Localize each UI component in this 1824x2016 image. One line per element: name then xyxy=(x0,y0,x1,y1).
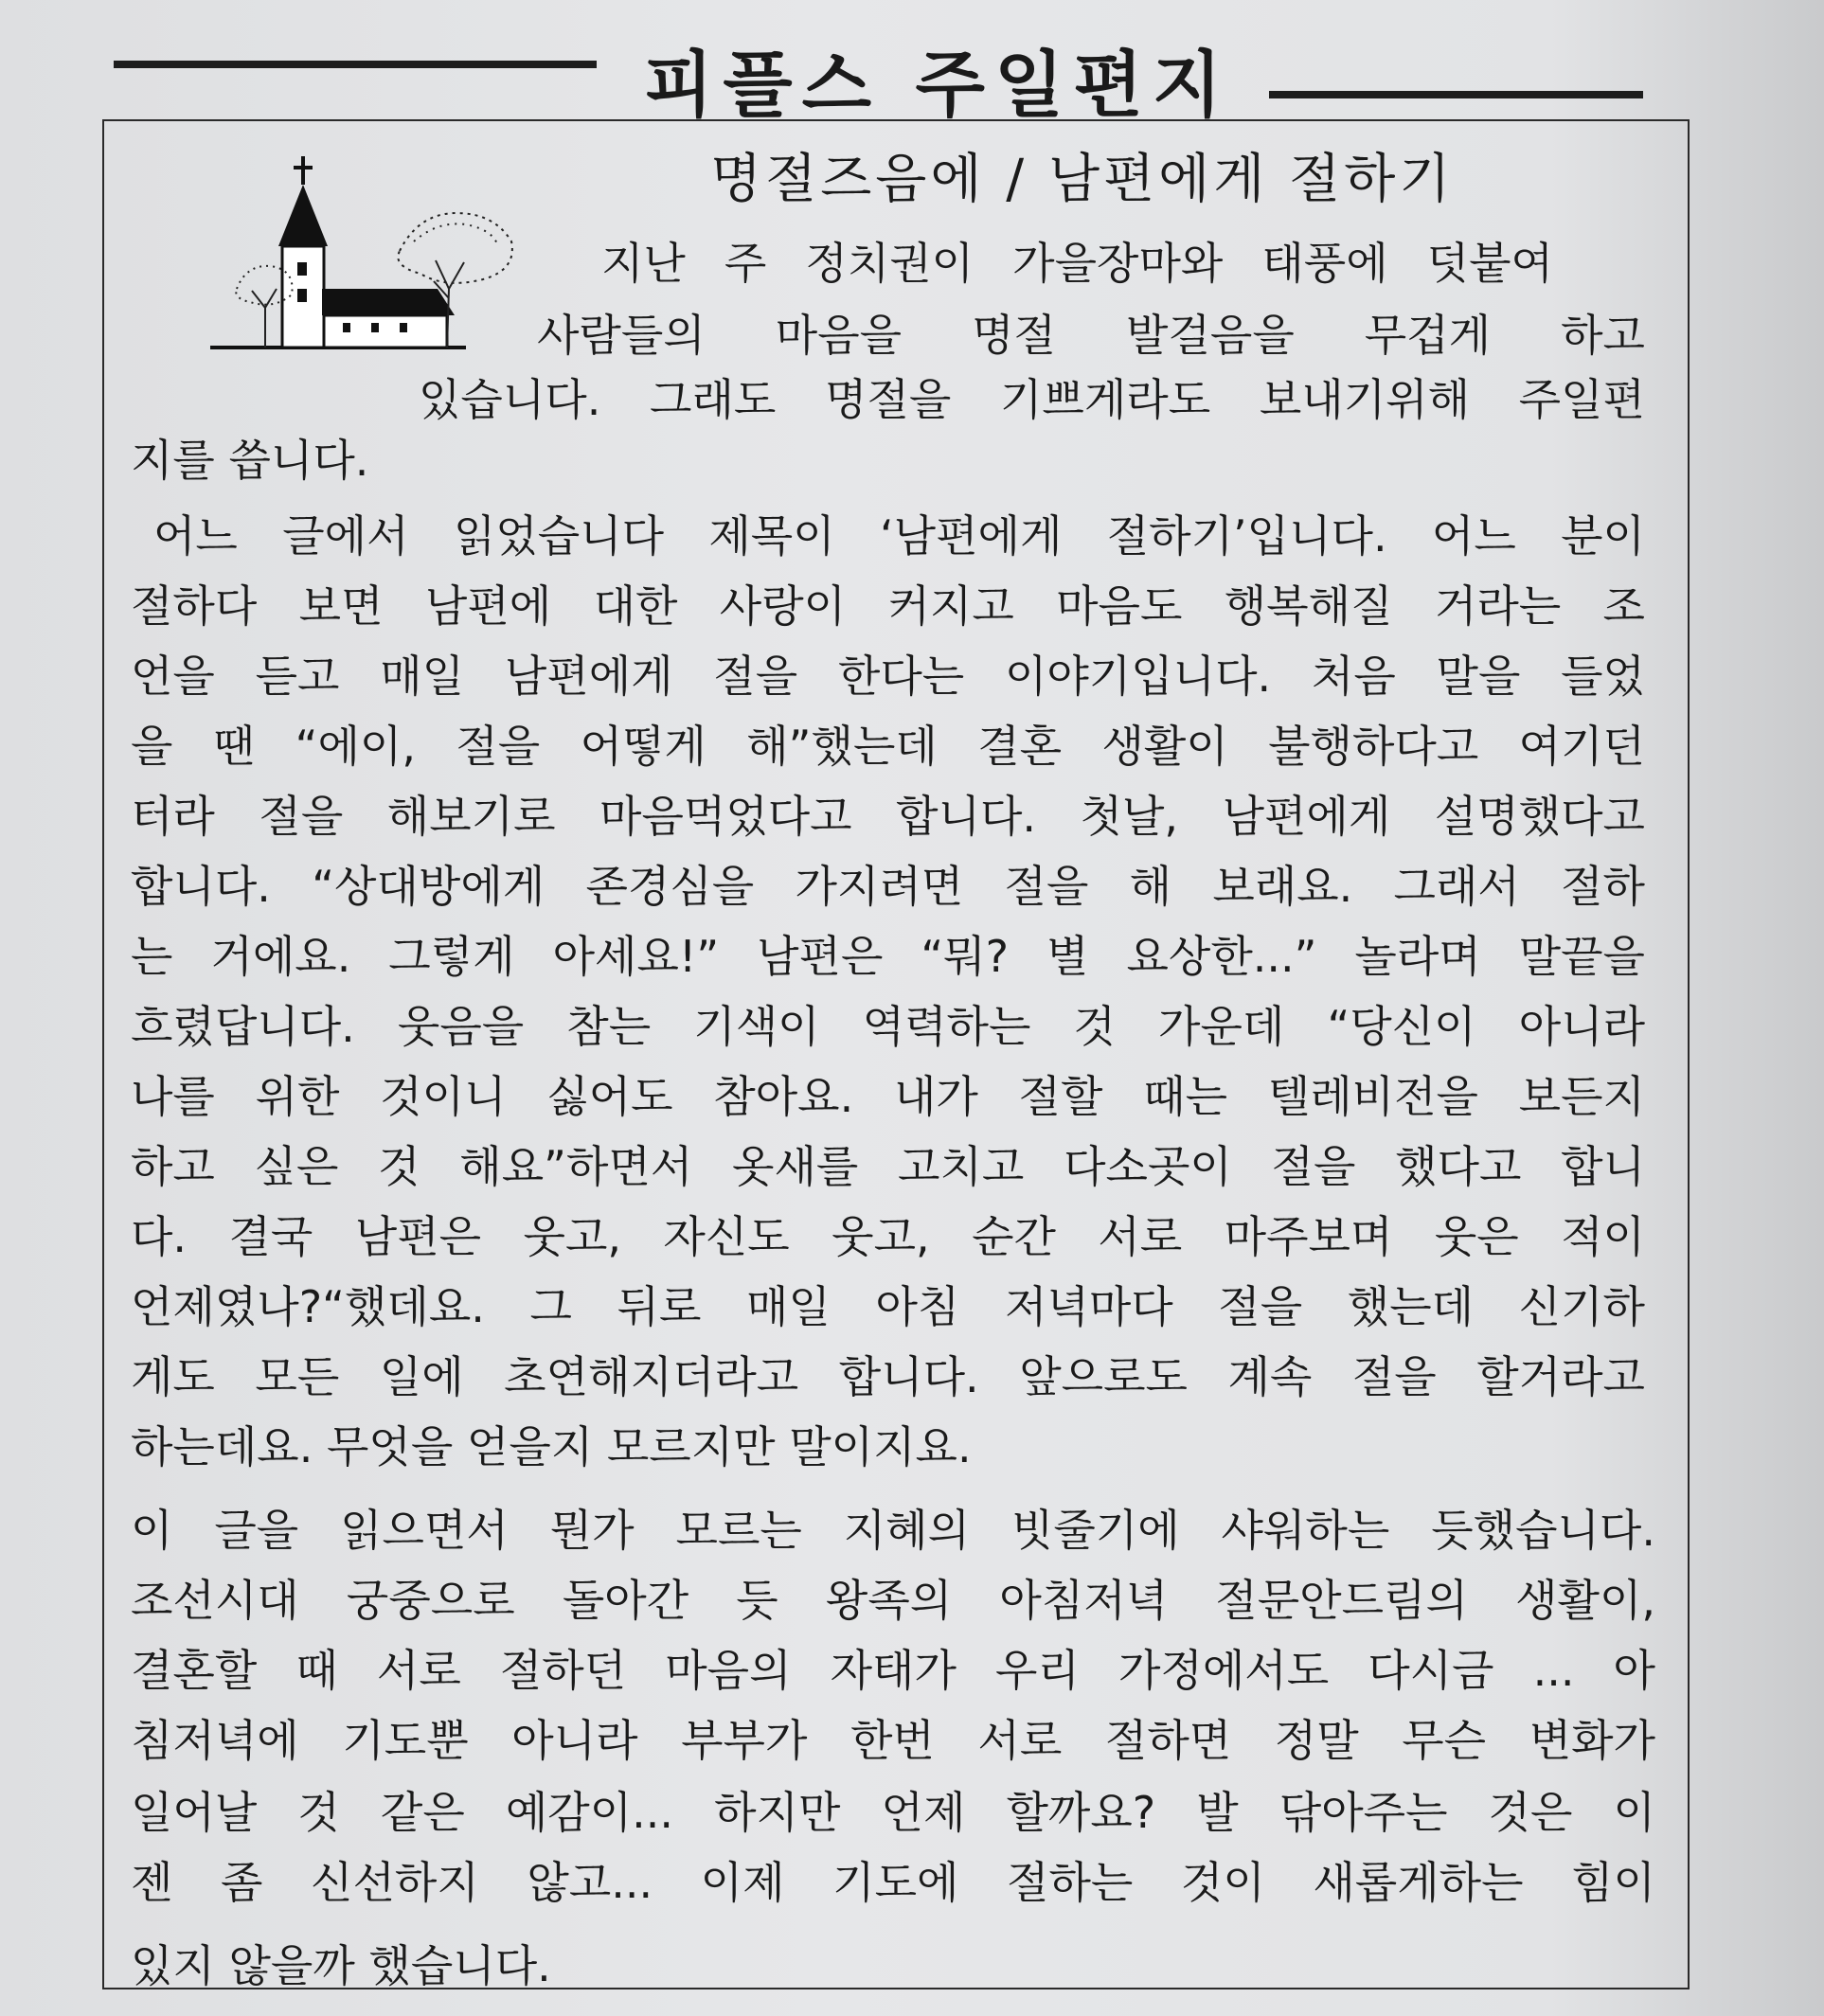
body-line: 사람들의 마음을 명절 발걸음을 무겁게 하고 xyxy=(537,310,1645,361)
body-line: 있습니다. 그래도 명절을 기쁘게라도 보내기위해 주일편 xyxy=(419,374,1645,425)
body-line: 하는데요. 무엇을 얻을지 모르지만 말이지요. xyxy=(131,1421,972,1472)
body-line: 결혼할 때 서로 절하던 마음의 자태가 우리 가정에서도 다시금 ... 아 xyxy=(131,1645,1655,1696)
header-rule-right xyxy=(1269,91,1643,98)
body-line: 하고 싶은 것 해요”하면서 옷새를 고치고 다소곳이 절을 했다고 합니 xyxy=(131,1141,1645,1192)
body-line: 언제였나?“했데요. 그 뒤로 매일 아침 저녁마다 절을 했는데 신기하 xyxy=(131,1281,1645,1332)
body-line: 젠 좀 신선하지 않고... 이제 기도에 절하는 것이 새롭게하는 힘이 xyxy=(131,1857,1655,1908)
body-line: 는 거에요. 그렇게 아세요!” 남편은 “뭐? 별 요상한...” 놀라며 말끝을 xyxy=(131,931,1645,982)
body-line: 조선시대 궁중으로 돌아간 듯 왕족의 아침저녁 절문안드림의 생활이, xyxy=(131,1575,1655,1626)
body-line: 지난 주 정치권이 가을장마와 태풍에 덧붙여 xyxy=(601,238,1553,289)
body-line: 어느 글에서 읽었습니다 제목이 ‘남편에게 절하기’입니다. 어느 분이 xyxy=(153,510,1645,562)
church-icon xyxy=(210,156,466,348)
page-title: 피플스 주일편지 xyxy=(643,43,1232,127)
body-line: 지를 씁니다. xyxy=(131,435,369,486)
body-line: 나를 위한 것이니 싫어도 참아요. 내가 절할 때는 텔레비전을 보든지 xyxy=(131,1071,1645,1122)
body-line: 있지 않을까 했습니다. xyxy=(131,1940,551,1991)
body-line: 침저녁에 기도뿐 아니라 부부가 한번 서로 절하면 정말 무슨 변화가 xyxy=(131,1715,1655,1766)
body-line: 이 글을 읽으면서 뭔가 모르는 지혜의 빗줄기에 샤워하는 듯했습니다. xyxy=(131,1505,1655,1556)
body-line: 언을 듣고 매일 남편에게 절을 한다는 이야기입니다. 처음 말을 들었 xyxy=(131,651,1645,702)
body-line: 게도 모든 일에 초연해지더라고 합니다. 앞으로도 계속 절을 할거라고 xyxy=(131,1351,1645,1402)
body-line: 다. 결국 남편은 웃고, 자신도 웃고, 순간 서로 마주보며 웃은 적이 xyxy=(131,1211,1645,1262)
body-line: 을 땐 “에이, 절을 어떻게 해”했는데 결혼 생활이 불행하다고 여기던 xyxy=(131,721,1645,772)
body-line: 일어날 것 같은 예감이... 하지만 언제 할까요? 발 닦아주는 것은 이 xyxy=(131,1787,1655,1838)
church-illustration xyxy=(210,156,513,355)
header-rule-left xyxy=(114,61,597,68)
body-line: 절하다 보면 남편에 대한 사랑이 커지고 마음도 행복해질 거라는 조 xyxy=(131,580,1645,632)
body-line: 합니다. “상대방에게 존경심을 가지려면 절을 해 보래요. 그래서 절하 xyxy=(131,861,1645,912)
body-line: 터라 절을 해보기로 마음먹었다고 합니다. 첫날, 남편에게 설명했다고 xyxy=(131,791,1645,842)
letter-subtitle: 명절즈음에 / 남편에게 절하기 xyxy=(710,149,1455,210)
body-line: 흐렸답니다. 웃음을 참는 기색이 역력하는 것 가운데 “당신이 아니라 xyxy=(131,1001,1645,1052)
